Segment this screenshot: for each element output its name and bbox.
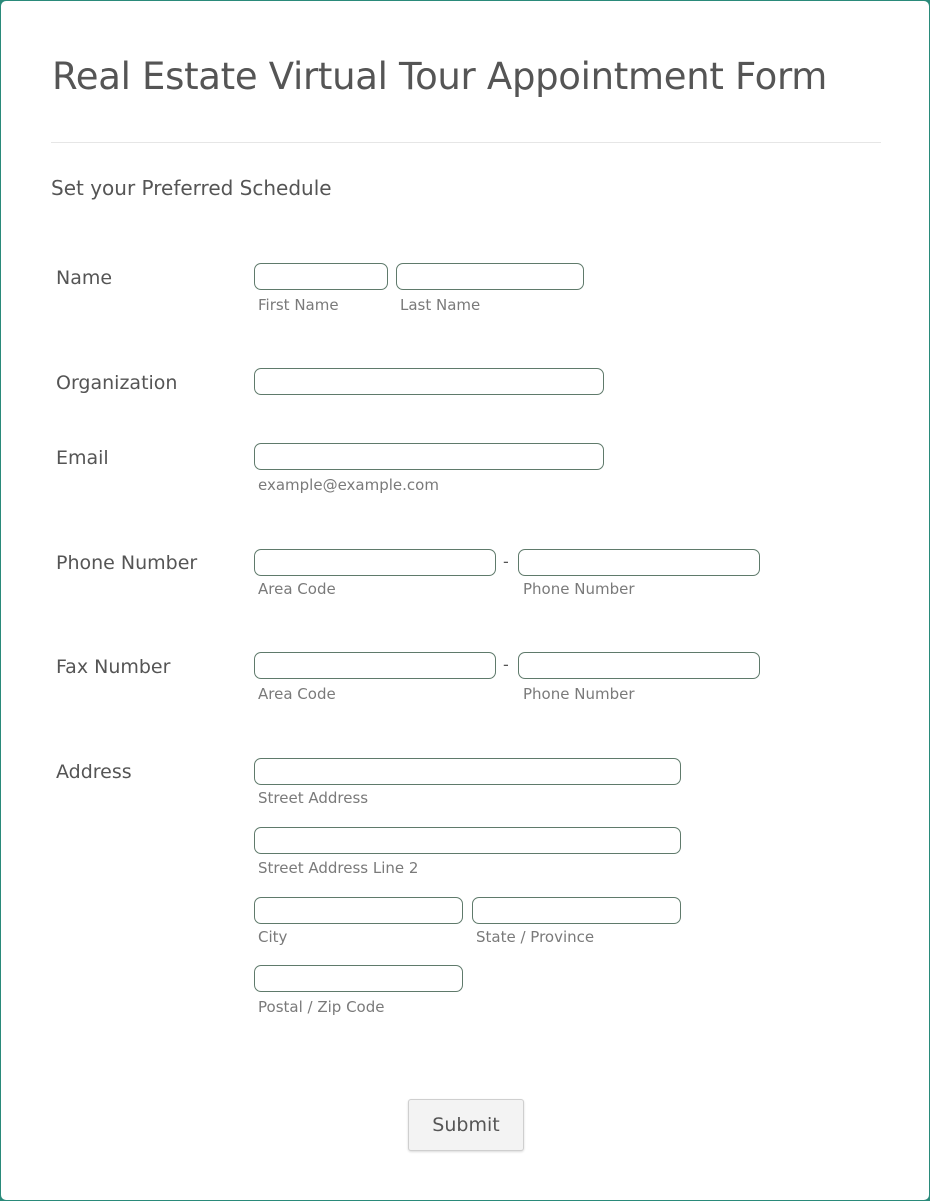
email-label: Email [56,447,109,469]
form-title: Real Estate Virtual Tour Appointment Form [52,55,828,98]
name-label: Name [56,267,113,289]
fax-label: Fax Number [56,656,171,678]
title-divider [51,142,881,143]
submit-button[interactable]: Submit [408,1099,524,1151]
last-name-sublabel: Last Name [400,296,481,314]
street-address-line2-input[interactable] [254,827,681,854]
fax-number-sublabel: Phone Number [523,685,635,703]
phone-number-input[interactable] [518,549,760,576]
postal-zip-sublabel: Postal / Zip Code [258,998,385,1016]
email-sublabel: example@example.com [258,476,439,494]
phone-number-sublabel: Phone Number [523,580,635,598]
section-subheader: Set your Preferred Schedule [51,176,332,200]
fax-number-input[interactable] [518,652,760,679]
organization-input[interactable] [254,368,604,395]
address-label: Address [56,761,132,783]
email-input[interactable] [254,443,604,470]
first-name-sublabel: First Name [258,296,339,314]
state-province-input[interactable] [472,897,681,924]
street-address-input[interactable] [254,758,681,785]
last-name-input[interactable] [396,263,584,290]
phone-area-code-input[interactable] [254,549,496,576]
city-sublabel: City [258,928,288,946]
phone-separator: - [503,552,509,571]
postal-zip-input[interactable] [254,965,463,992]
fax-area-code-sublabel: Area Code [258,685,336,703]
first-name-input[interactable] [254,263,388,290]
phone-area-code-sublabel: Area Code [258,580,336,598]
street-address-line2-sublabel: Street Address Line 2 [258,859,419,877]
state-province-sublabel: State / Province [476,928,595,946]
street-address-sublabel: Street Address [258,789,369,807]
organization-label: Organization [56,372,178,394]
city-input[interactable] [254,897,463,924]
fax-area-code-input[interactable] [254,652,496,679]
fax-separator: - [503,655,509,674]
phone-label: Phone Number [56,552,198,574]
